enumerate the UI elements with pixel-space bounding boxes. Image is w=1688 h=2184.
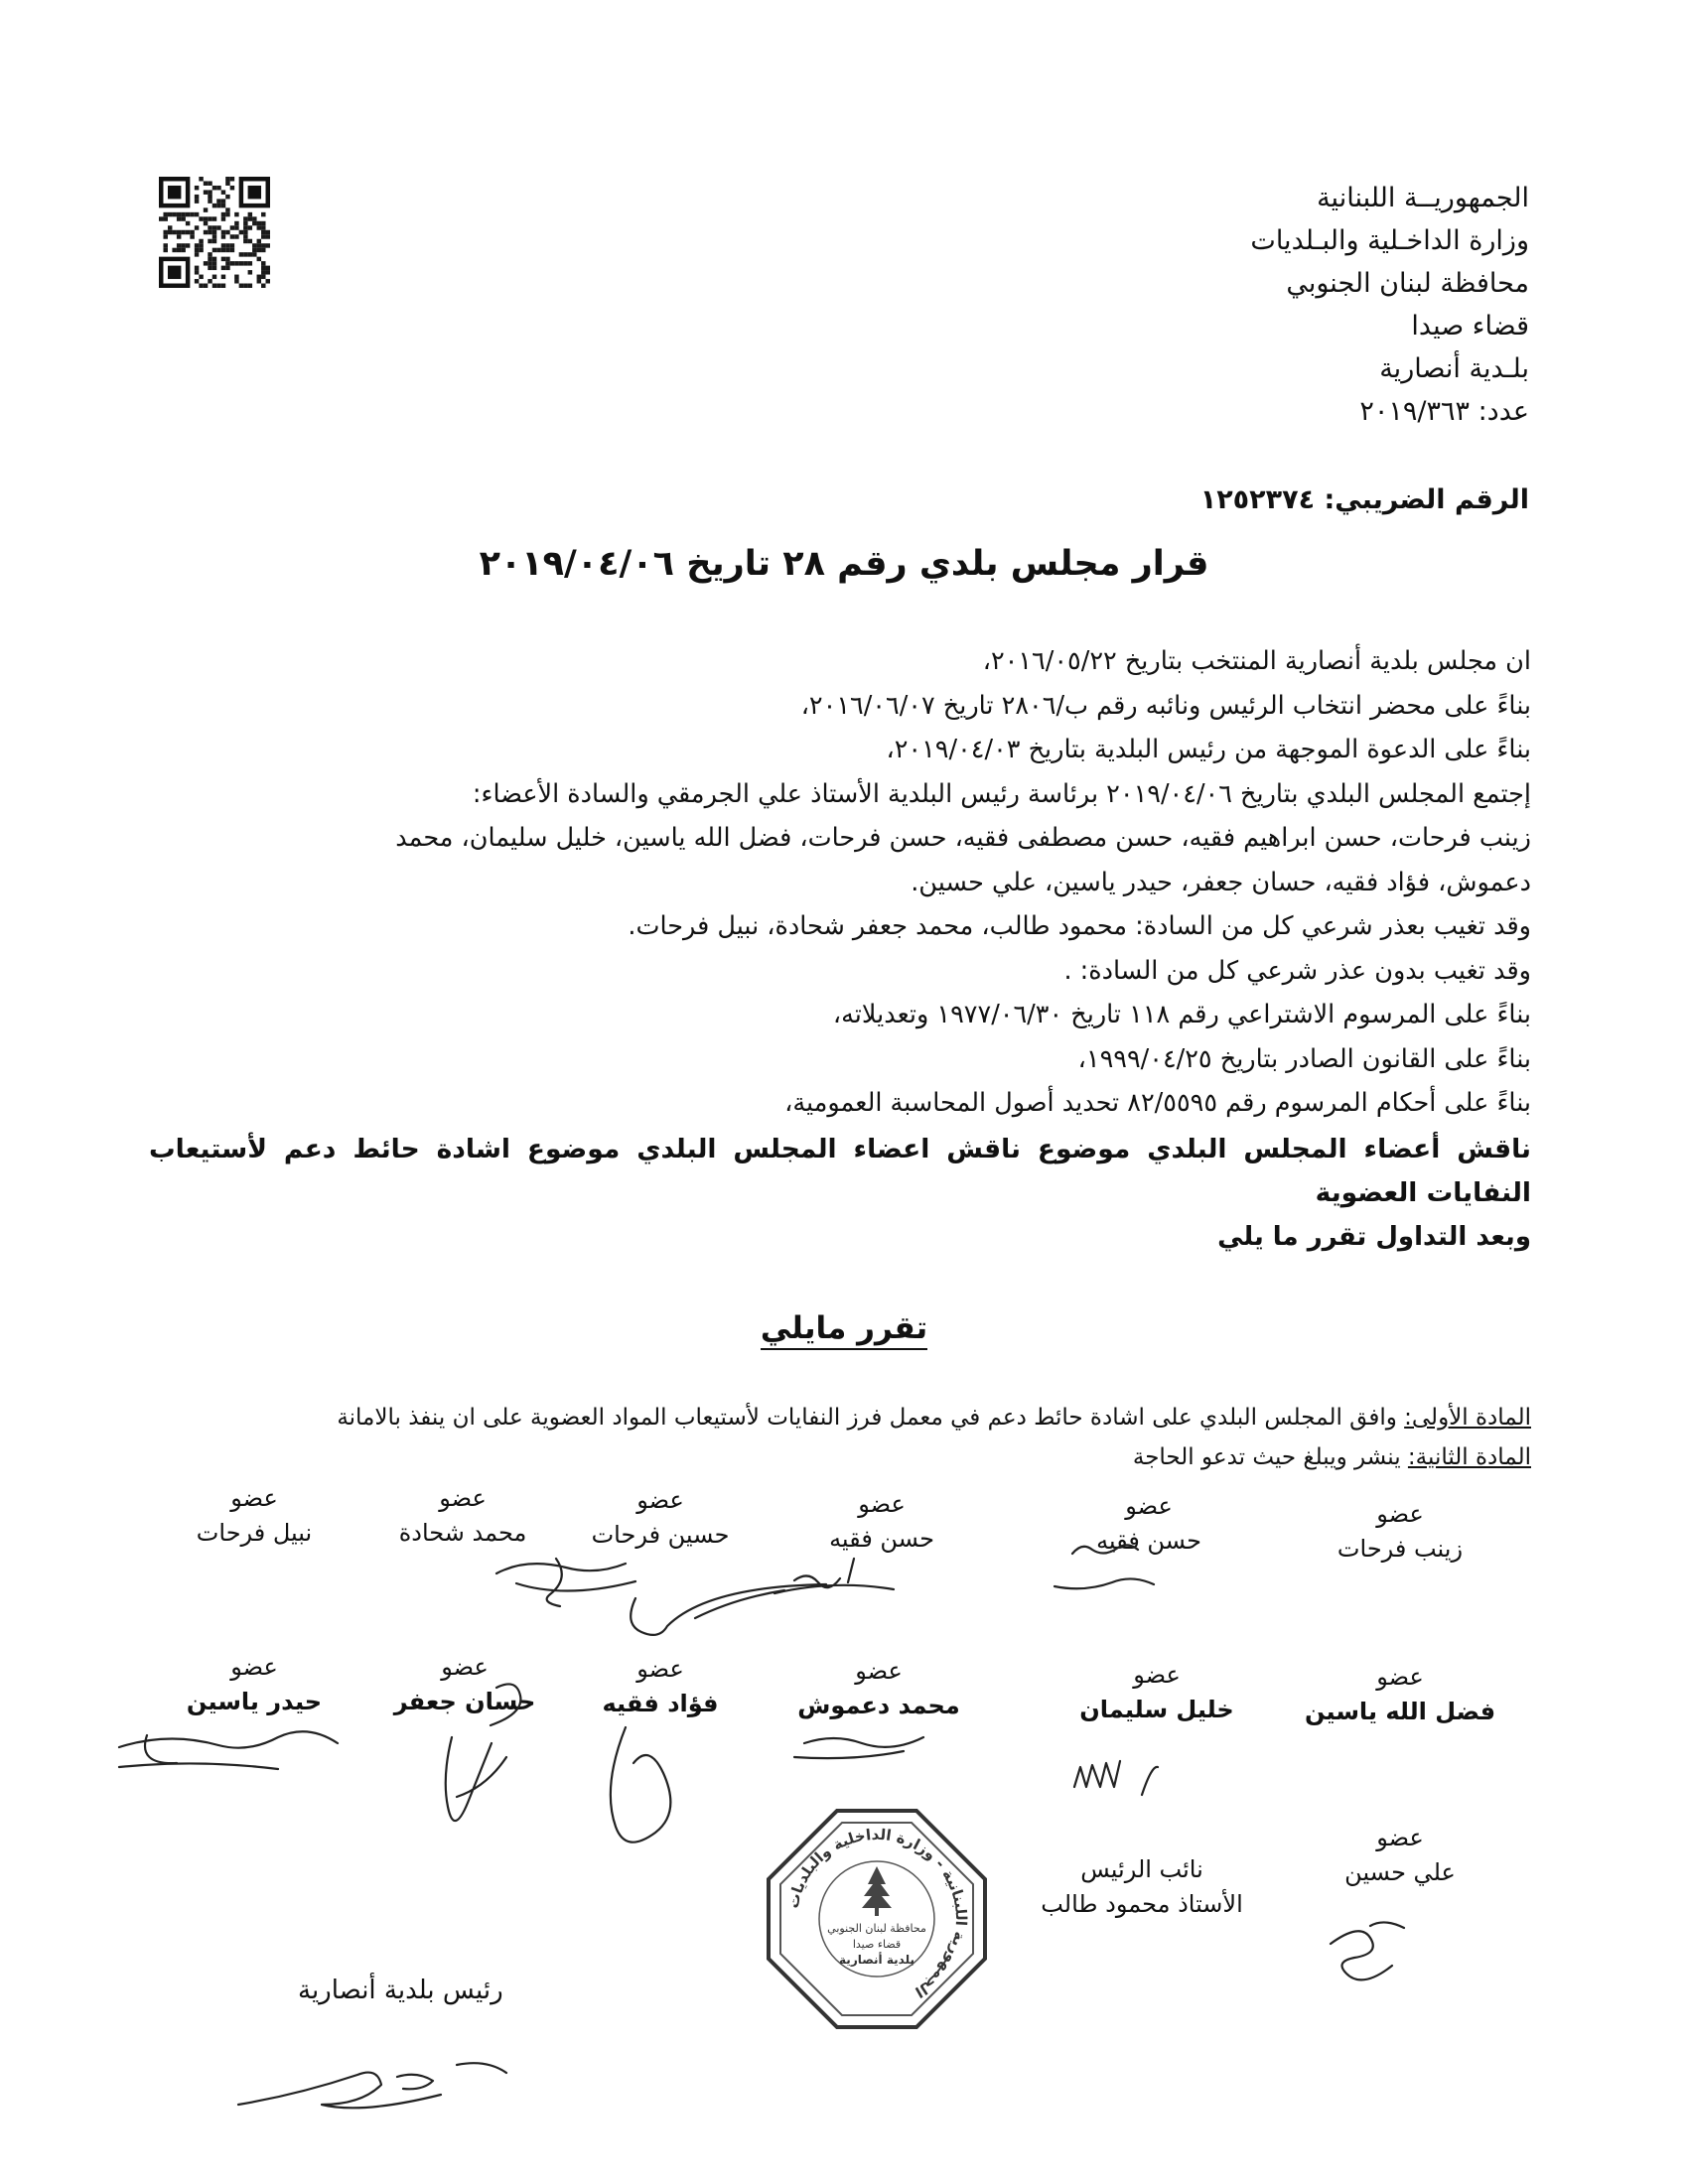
qr-module bbox=[225, 212, 229, 216]
qr-module bbox=[261, 234, 265, 238]
signatory-name: حسن فقيه bbox=[829, 1525, 934, 1553]
qr-module bbox=[266, 230, 270, 234]
qr-module bbox=[221, 216, 225, 220]
signatory-role: عضو bbox=[441, 1653, 489, 1681]
qr-module bbox=[172, 248, 176, 252]
qr-module bbox=[248, 225, 252, 229]
qr-module bbox=[208, 216, 211, 220]
qr-module bbox=[159, 216, 163, 220]
qr-module bbox=[243, 216, 247, 220]
qr-module bbox=[216, 248, 220, 252]
qr-module bbox=[261, 266, 265, 270]
signatory-name: زينب فرحات bbox=[1336, 1535, 1464, 1563]
qr-module bbox=[257, 239, 261, 243]
qr-module bbox=[181, 230, 185, 234]
decides-heading-text: تقرر مايلي bbox=[761, 1310, 927, 1350]
signature-scribble bbox=[238, 2063, 506, 2108]
qr-module bbox=[212, 266, 216, 270]
qr-module bbox=[234, 275, 238, 279]
body-line: ان مجلس بلدية أنصارية المنتخب بتاريخ ٢٠١٦/٠٥/٢٢، bbox=[982, 646, 1531, 676]
qr-module bbox=[216, 186, 220, 190]
qr-module bbox=[190, 230, 194, 234]
qr-module bbox=[204, 221, 208, 225]
qr-module bbox=[208, 266, 211, 270]
signature-scribble bbox=[1331, 1922, 1404, 1979]
qr-module bbox=[261, 230, 265, 234]
qr-module bbox=[261, 225, 265, 229]
qr-module bbox=[195, 252, 199, 256]
signature-block bbox=[1291, 1821, 1509, 1890]
qr-module bbox=[168, 225, 172, 229]
qr-module bbox=[195, 266, 199, 270]
qr-module bbox=[172, 212, 176, 216]
qr-module bbox=[190, 234, 194, 238]
qr-module bbox=[163, 230, 167, 234]
body-line: بناءً على الدعوة الموجهة من رئيس البلدية بتاريخ ٢٠١٩/٠٤/٠٣، bbox=[886, 735, 1531, 764]
signature-block bbox=[353, 1481, 572, 1551]
body-line: وقد تغيب بعذر شرعي كل من السادة: محمود طالب، محمد جعفر شحادة، نبيل فرحات. bbox=[628, 911, 1531, 941]
qr-module bbox=[199, 284, 203, 288]
qr-module bbox=[190, 212, 194, 216]
signatory-role: عضو bbox=[1376, 1824, 1424, 1851]
qr-module bbox=[257, 225, 261, 229]
qr-module bbox=[252, 248, 256, 252]
qr-module bbox=[177, 243, 181, 247]
qr-module bbox=[212, 186, 216, 190]
qr-module bbox=[234, 261, 238, 265]
qr-module bbox=[257, 248, 261, 252]
qr-module bbox=[257, 257, 261, 261]
qr-module bbox=[208, 199, 211, 203]
qr-module bbox=[186, 221, 190, 225]
qr-module bbox=[266, 234, 270, 238]
qr-module bbox=[212, 275, 216, 279]
qr-module bbox=[208, 181, 211, 185]
qr-module bbox=[195, 186, 199, 190]
qr-module bbox=[225, 177, 229, 181]
qr-module bbox=[221, 190, 225, 194]
qr-module bbox=[248, 261, 252, 265]
signature-scribble bbox=[794, 1737, 923, 1758]
signature-block bbox=[355, 1650, 574, 1719]
signatory-name: محمد دعموش bbox=[797, 1692, 960, 1719]
signature-scribble bbox=[1055, 1578, 1154, 1588]
signature-scribble bbox=[1074, 1761, 1158, 1795]
qr-module bbox=[248, 270, 252, 274]
cedar-icon bbox=[862, 1866, 892, 1916]
qr-module bbox=[230, 177, 234, 181]
stamp-center-line: محافظة لبنان الجنوبي bbox=[827, 1922, 926, 1935]
qr-module bbox=[221, 275, 225, 279]
qr-module bbox=[257, 279, 261, 283]
article-first-text: وافق المجلس البلدي على اشادة حائط دعم في معمل فرز النفايات لأستيعاب المواد العضوية على ان ينفذ بالامانة bbox=[337, 1405, 1405, 1431]
qr-module bbox=[221, 248, 225, 252]
qr-module bbox=[199, 216, 203, 220]
decides-heading bbox=[0, 1310, 1688, 1346]
qr-module bbox=[257, 275, 261, 279]
signatory-role: عضو bbox=[636, 1655, 684, 1683]
qr-module bbox=[248, 216, 252, 220]
qr-module bbox=[261, 248, 265, 252]
signature-block bbox=[1291, 1497, 1509, 1567]
qr-module bbox=[177, 216, 181, 220]
qr-module bbox=[225, 181, 229, 185]
qr-module bbox=[257, 221, 261, 225]
qr-module bbox=[208, 279, 211, 283]
qr-module bbox=[221, 257, 225, 261]
qr-module bbox=[252, 252, 256, 256]
qr-module bbox=[261, 243, 265, 247]
qr-module bbox=[177, 212, 181, 216]
letterhead bbox=[1250, 177, 1529, 433]
qr-module bbox=[195, 248, 199, 252]
signature-block bbox=[770, 1654, 988, 1723]
qr-finder-module bbox=[168, 186, 181, 199]
qr-module bbox=[212, 225, 216, 229]
qr-module bbox=[168, 230, 172, 234]
qr-module bbox=[163, 216, 167, 220]
qr-module bbox=[195, 195, 199, 199]
qr-module bbox=[208, 230, 211, 234]
signatory-role: عضو bbox=[230, 1484, 278, 1512]
qr-module bbox=[252, 221, 256, 225]
qr-module bbox=[266, 243, 270, 247]
qr-module bbox=[181, 248, 185, 252]
qr-module bbox=[261, 275, 265, 279]
article-second-text: ينشر ويبلغ حيث تدعو الحاجة bbox=[1132, 1444, 1408, 1470]
qr-module bbox=[243, 261, 247, 265]
qr-module bbox=[225, 207, 229, 211]
qr-module bbox=[212, 261, 216, 265]
article-first bbox=[213, 1398, 1531, 1437]
qr-module bbox=[195, 243, 199, 247]
qr-module bbox=[225, 230, 229, 234]
qr-module bbox=[208, 239, 211, 243]
qr-module bbox=[257, 243, 261, 247]
qr-module bbox=[181, 212, 185, 216]
qr-module bbox=[212, 284, 216, 288]
qr-module bbox=[243, 239, 247, 243]
stamp-inner-octagon bbox=[780, 1823, 973, 2015]
qr-module bbox=[234, 234, 238, 238]
qr-module bbox=[208, 225, 211, 229]
qr-module bbox=[172, 230, 176, 234]
signature-scribble bbox=[611, 1727, 671, 1843]
signature-block-deputy-mayor bbox=[1018, 1852, 1266, 1922]
qr-module bbox=[186, 212, 190, 216]
qr-module bbox=[266, 279, 270, 283]
qr-module bbox=[225, 266, 229, 270]
qr-module bbox=[234, 212, 238, 216]
qr-finder-module bbox=[168, 266, 181, 279]
qr-module bbox=[230, 261, 234, 265]
qr-module bbox=[266, 266, 270, 270]
qr-module bbox=[252, 216, 256, 220]
body-line: إجتمع المجلس البلدي بتاريخ ٢٠١٩/٠٤/٠٦ برئاسة رئيس البلدية الأستاذ علي الجرمقي والسادة الأعضاء: bbox=[472, 778, 1531, 809]
qr-module bbox=[204, 181, 208, 185]
qr-module bbox=[230, 225, 234, 229]
qr-module bbox=[261, 221, 265, 225]
qr-finder-module bbox=[248, 186, 261, 199]
signature-block bbox=[1040, 1489, 1258, 1559]
qr-module bbox=[243, 234, 247, 238]
body-line: بناءً على القانون الصادر بتاريخ ١٩٩٩/٠٤/٢٥، bbox=[1077, 1043, 1531, 1074]
decision-body bbox=[149, 639, 1531, 1259]
qr-module bbox=[230, 248, 234, 252]
qr-module bbox=[243, 252, 247, 256]
municipal-stamp bbox=[763, 1805, 991, 2033]
qr-module bbox=[239, 261, 243, 265]
qr-module bbox=[225, 248, 229, 252]
signatory-role: نائب الرئيس bbox=[1080, 1855, 1203, 1883]
signatory-name: حسين فرحات bbox=[591, 1521, 730, 1549]
qr-module bbox=[216, 204, 220, 207]
signature-block bbox=[145, 1650, 363, 1719]
header-reference-number: عدد: ٢٠١٩/٣٦٣ bbox=[1359, 396, 1529, 427]
qr-module bbox=[248, 239, 252, 243]
body-line: بناءً على محضر انتخاب الرئيس ونائبه رقم ب/٢٨٠٦ تاريخ ٢٠١٦/٠٦/٠٧، bbox=[800, 690, 1531, 721]
qr-module bbox=[163, 234, 167, 238]
qr-module bbox=[221, 199, 225, 203]
qr-module bbox=[261, 261, 265, 265]
qr-module bbox=[177, 248, 181, 252]
qr-module bbox=[163, 248, 167, 252]
qr-module bbox=[204, 284, 208, 288]
qr-module bbox=[199, 275, 203, 279]
qr-module bbox=[239, 284, 243, 288]
qr-module bbox=[168, 212, 172, 216]
body-line: بناءً على أحكام المرسوم رقم ٨٢/٥٥٩٥ تحديد أصول المحاسبة العمومية، bbox=[784, 1088, 1531, 1118]
signature-block bbox=[773, 1487, 991, 1557]
qr-module bbox=[163, 212, 167, 216]
article-first-label: المادة الأولى: bbox=[1404, 1405, 1531, 1431]
article-second-label: المادة الثانية: bbox=[1407, 1444, 1531, 1470]
signature-scribble bbox=[631, 1584, 826, 1635]
signatory-name: فضل الله ياسين bbox=[1304, 1698, 1496, 1725]
article-second bbox=[213, 1437, 1531, 1477]
signature-block bbox=[551, 1483, 770, 1553]
articles-section bbox=[213, 1398, 1531, 1477]
qr-module bbox=[199, 243, 203, 247]
signatory-name: الأستاذ محمود طالب bbox=[1041, 1890, 1243, 1918]
decision-title: قرار مجلس بلدي رقم ٢٨ تاريخ ٢٠١٩/٠٤/٠٦ bbox=[479, 544, 1209, 584]
header-municipality: بلـدية أنصارية bbox=[1379, 353, 1529, 384]
body-line: وقد تغيب بدون عذر شرعي كل من السادة: . bbox=[1063, 955, 1531, 986]
qr-module bbox=[212, 216, 216, 220]
qr-module bbox=[230, 186, 234, 190]
body-line: زينب فرحات، حسن ابراهيم فقيه، حسن مصطفى فقيه، حسن فرحات، فضل الله ياسين، خليل سليمان، محمد bbox=[395, 823, 1531, 853]
qr-module bbox=[243, 225, 247, 229]
qr-module bbox=[248, 252, 252, 256]
qr-module bbox=[216, 284, 220, 288]
signatory-role: عضو bbox=[1133, 1661, 1181, 1689]
signatory-name: فؤاد فقيه bbox=[602, 1690, 719, 1717]
signature-block bbox=[551, 1652, 770, 1721]
qr-module bbox=[225, 195, 229, 199]
signatory-role: عضو bbox=[439, 1484, 487, 1512]
qr-module bbox=[177, 230, 181, 234]
qr-module bbox=[221, 284, 225, 288]
qr-module bbox=[234, 279, 238, 283]
qr-module bbox=[261, 284, 265, 288]
qr-module bbox=[212, 230, 216, 234]
header-district: قضاء صيدا bbox=[1411, 311, 1529, 341]
body-line: دعموش، فؤاد فقيه، حسان جعفر، حيدر ياسين، علي حسين. bbox=[911, 867, 1531, 897]
signatory-name: نبيل فرحات bbox=[196, 1519, 313, 1547]
after-deliberation-line: وبعد التداول تقرر ما يلي bbox=[1217, 1221, 1531, 1252]
qr-module bbox=[225, 261, 229, 265]
signatory-name: محمد شحادة bbox=[398, 1519, 527, 1547]
qr-module bbox=[204, 230, 208, 234]
signature-block bbox=[1048, 1658, 1266, 1727]
signatory-name: حيدر ياسين bbox=[186, 1688, 323, 1715]
qr-module bbox=[248, 212, 252, 216]
qr-module bbox=[163, 243, 167, 247]
qr-module bbox=[204, 261, 208, 265]
signature-block bbox=[145, 1481, 363, 1551]
qr-module bbox=[243, 221, 247, 225]
signatory-role: عضو bbox=[1376, 1500, 1424, 1528]
qr-module bbox=[204, 216, 208, 220]
qr-module bbox=[243, 230, 247, 234]
qr-module bbox=[221, 266, 225, 270]
signatory-role: عضو bbox=[855, 1657, 903, 1685]
qr-module bbox=[239, 252, 243, 256]
qr-module bbox=[230, 243, 234, 247]
signatory-role: عضو bbox=[230, 1653, 278, 1681]
header-ministry: وزارة الداخـلية والبـلديات bbox=[1250, 225, 1529, 256]
signatory-name: حسان جعفر bbox=[393, 1688, 536, 1715]
signatory-name: حسن فقيه bbox=[1096, 1527, 1201, 1555]
qr-module bbox=[212, 234, 216, 238]
qr-module bbox=[208, 252, 211, 256]
mayor-signature-label: رئيس بلدية أنصارية bbox=[298, 1976, 503, 2005]
tax-number: الرقم الضريبي: ١٢٥٢٣٧٤ bbox=[1199, 484, 1529, 515]
qr-module bbox=[208, 195, 211, 199]
stamp-center-line: بلدية أنصارية bbox=[839, 1953, 914, 1967]
qr-module bbox=[230, 234, 234, 238]
signature-scribble bbox=[119, 1731, 338, 1769]
qr-module bbox=[181, 216, 185, 220]
qr-module bbox=[208, 261, 211, 265]
qr-module bbox=[195, 199, 199, 203]
qr-module bbox=[221, 212, 225, 216]
qr-module bbox=[266, 270, 270, 274]
qr-module bbox=[195, 279, 199, 283]
qr-module bbox=[212, 257, 216, 261]
qr-module bbox=[216, 225, 220, 229]
qr-module bbox=[199, 177, 203, 181]
qr-module bbox=[195, 212, 199, 216]
qr-module bbox=[199, 239, 203, 243]
discussion-paragraph: ناقش أعضاء المجلس البلدي موضوع ناقش اعضاء المجلس البلدي موضوع اشادة حائط دعم لأستيعاب النفايات العضوية bbox=[149, 1133, 1531, 1208]
signature-scribble bbox=[774, 1559, 894, 1593]
qr-module bbox=[212, 204, 216, 207]
qr-module bbox=[181, 243, 185, 247]
qr-module bbox=[261, 270, 265, 274]
signature-block bbox=[1291, 1660, 1509, 1729]
qr-module bbox=[243, 284, 247, 288]
qr-module bbox=[234, 225, 238, 229]
stamp-ring-text: الجمهورية اللبنانية - وزارة الداخلية والبلديات bbox=[783, 1825, 971, 2001]
qr-module bbox=[221, 243, 225, 247]
qr-module bbox=[195, 270, 199, 274]
signatory-role: عضو bbox=[1125, 1492, 1173, 1520]
stamp-center-line: قضاء صيدا bbox=[852, 1938, 902, 1951]
qr-module bbox=[195, 225, 199, 229]
qr-module bbox=[252, 243, 256, 247]
signatory-name: علي حسين bbox=[1344, 1858, 1456, 1886]
qr-module bbox=[212, 248, 216, 252]
qr-module bbox=[208, 190, 211, 194]
header-governorate: محافظة لبنان الجنوبي bbox=[1286, 268, 1529, 299]
qr-module bbox=[225, 243, 229, 247]
qr-module bbox=[212, 239, 216, 243]
qr-module bbox=[186, 243, 190, 247]
qr-module bbox=[225, 257, 229, 261]
signatory-role: عضو bbox=[858, 1490, 906, 1518]
qr-module bbox=[239, 230, 243, 234]
qr-module bbox=[216, 199, 220, 203]
qr-module bbox=[204, 207, 208, 211]
qr-module bbox=[204, 190, 208, 194]
signatory-role: عضو bbox=[1376, 1663, 1424, 1691]
qr-module bbox=[199, 248, 203, 252]
qr-module bbox=[248, 284, 252, 288]
signatory-name: خليل سليمان bbox=[1079, 1696, 1234, 1723]
qr-module bbox=[186, 230, 190, 234]
qr-module bbox=[221, 204, 225, 207]
signatory-role: عضو bbox=[636, 1486, 684, 1514]
qr-module bbox=[208, 257, 211, 261]
qr-code bbox=[159, 177, 270, 288]
qr-module bbox=[177, 234, 181, 238]
qr-module bbox=[234, 221, 238, 225]
qr-module bbox=[261, 212, 265, 216]
qr-module bbox=[221, 234, 225, 238]
header-republic: الجمهوريــة اللبنانية bbox=[1317, 183, 1529, 213]
signature-scribble bbox=[496, 1559, 635, 1606]
qr-module bbox=[221, 230, 225, 234]
body-line: بناءً على المرسوم الاشتراعي رقم ١١٨ تاريخ ١٩٧٧/٠٦/٣٠ وتعديلاته، bbox=[832, 1000, 1531, 1029]
